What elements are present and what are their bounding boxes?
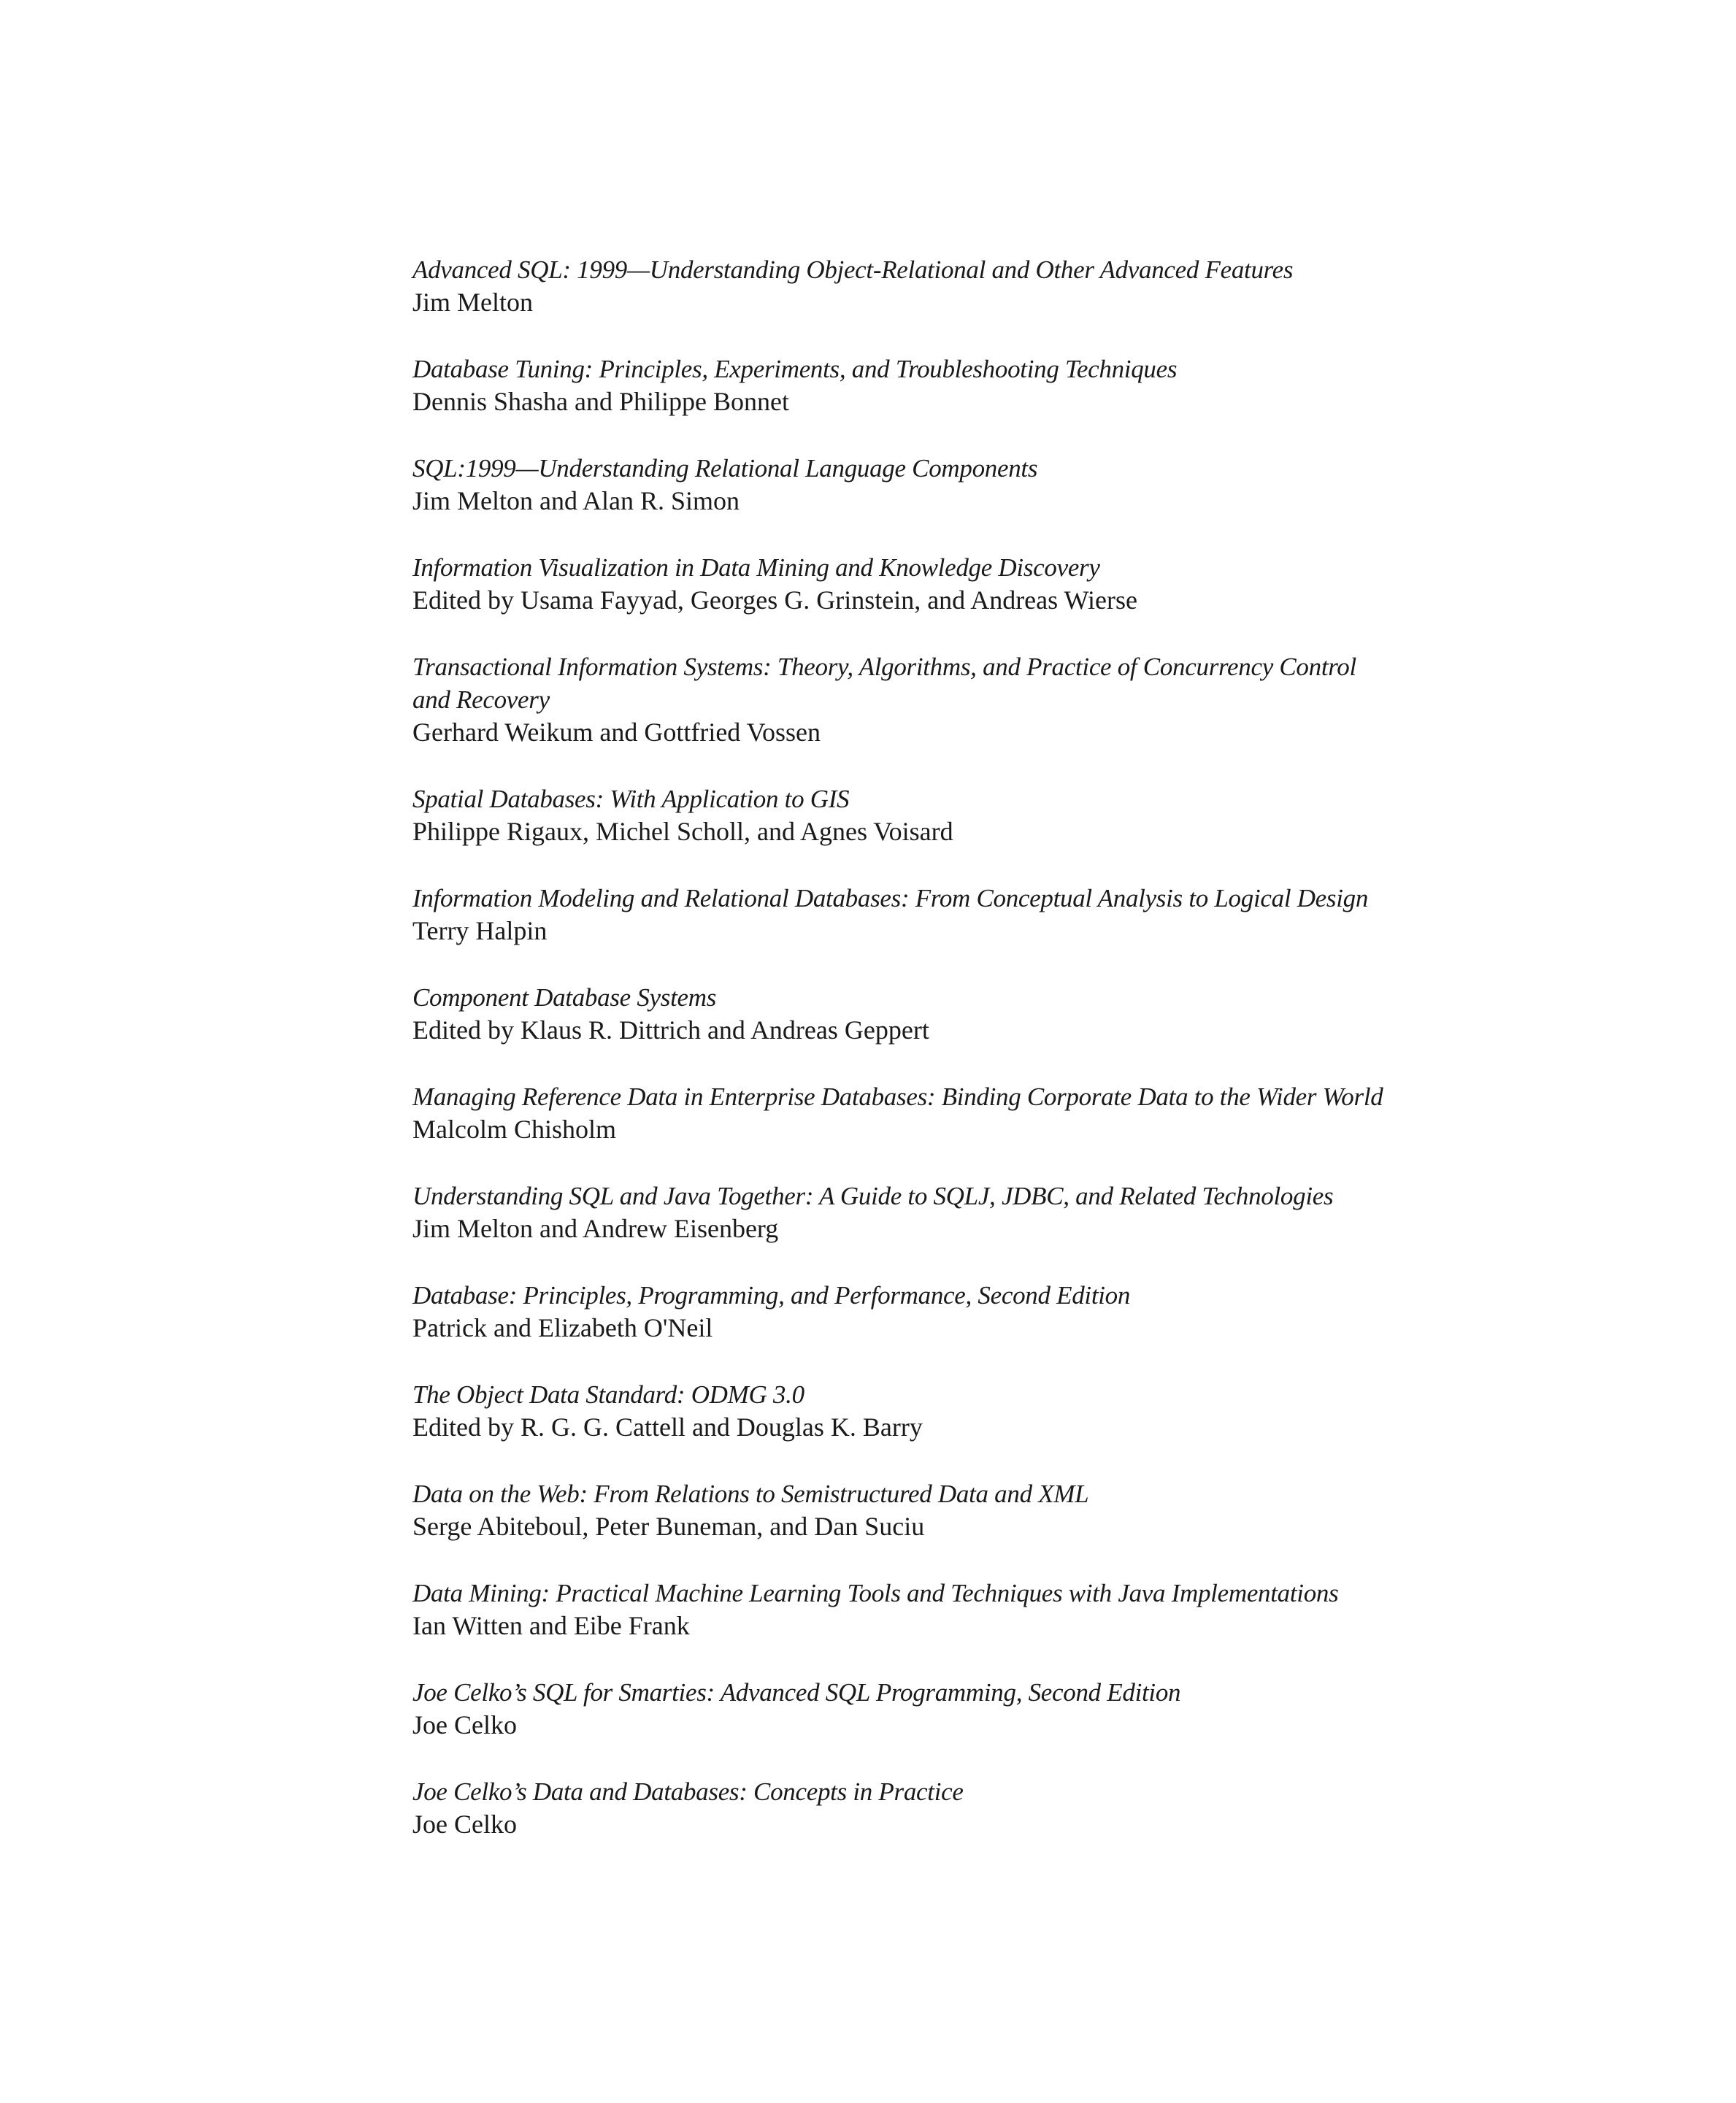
book-title: Data Mining: Practical Machine Learning Tools and Techniques with Java Implementations bbox=[412, 1579, 1339, 1607]
book-author: Jim Melton and Alan R. Simon bbox=[412, 486, 740, 515]
book-title: Managing Reference Data in Enterprise Databases: Binding Corporate Data to the Wider World bbox=[412, 1083, 1383, 1111]
book-entry bbox=[412, 353, 1690, 418]
book-entry bbox=[412, 783, 1690, 848]
book-title: Transactional Information Systems: Theory, Algorithms, and Practice of Concurrency Control and Recovery bbox=[412, 653, 1356, 714]
book-author: Jim Melton and Andrew Eisenberg bbox=[412, 1214, 779, 1243]
book-entry bbox=[412, 253, 1690, 319]
book-author: Ian Witten and Eibe Frank bbox=[412, 1611, 690, 1640]
book-entry bbox=[412, 1676, 1690, 1742]
book-entry bbox=[412, 882, 1690, 947]
book-author: Philippe Rigaux, Michel Scholl, and Agnes Voisard bbox=[412, 817, 953, 846]
book-title: Joe Celko’s Data and Databases: Concepts in Practice bbox=[412, 1777, 964, 1806]
book-title: SQL:1999—Understanding Relational Language Components bbox=[412, 454, 1038, 483]
book-author: Serge Abiteboul, Peter Buneman, and Dan Suciu bbox=[412, 1512, 925, 1541]
book-entry bbox=[412, 1378, 1690, 1444]
book-author: Joe Celko bbox=[412, 1710, 517, 1739]
book-entry bbox=[412, 1180, 1690, 1245]
book-title: Joe Celko’s SQL for Smarties: Advanced SQL Programming, Second Edition bbox=[412, 1678, 1181, 1707]
book-entry bbox=[412, 650, 1690, 749]
book-entry bbox=[412, 1279, 1690, 1345]
book-entry bbox=[412, 551, 1690, 617]
book-author: Malcolm Chisholm bbox=[412, 1115, 616, 1144]
book-title: Information Modeling and Relational Databases: From Conceptual Analysis to Logical Design bbox=[412, 884, 1369, 912]
book-title: Component Database Systems bbox=[412, 983, 717, 1012]
book-author: Gerhard Weikum and Gottfried Vossen bbox=[412, 718, 821, 747]
book-entry bbox=[412, 1775, 1690, 1841]
book-entry bbox=[412, 1577, 1690, 1642]
book-title: Database Tuning: Principles, Experiments, and Troubleshooting Techniques bbox=[412, 355, 1178, 383]
book-author: Patrick and Elizabeth O'Neil bbox=[412, 1313, 713, 1342]
book-entry bbox=[412, 1477, 1690, 1543]
book-author: Edited by R. G. G. Cattell and Douglas K. Barry bbox=[412, 1412, 923, 1442]
book-title: Advanced SQL: 1999—Understanding Object-Relational and Other Advanced Features bbox=[412, 255, 1294, 284]
book-title: The Object Data Standard: ODMG 3.0 bbox=[412, 1380, 804, 1409]
book-title: Information Visualization in Data Mining and Knowledge Discovery bbox=[412, 553, 1100, 582]
book-entry bbox=[412, 452, 1690, 518]
book-author: Edited by Klaus R. Dittrich and Andreas Geppert bbox=[412, 1015, 929, 1045]
book-author: Joe Celko bbox=[412, 1810, 517, 1839]
book-title: Understanding SQL and Java Together: A Guide to SQLJ, JDBC, and Related Technologies bbox=[412, 1182, 1334, 1210]
book-author: Terry Halpin bbox=[412, 916, 548, 945]
book-title: Database: Principles, Programming, and Performance, Second Edition bbox=[412, 1281, 1131, 1310]
book-list bbox=[412, 253, 1690, 1875]
book-title: Spatial Databases: With Application to GIS bbox=[412, 785, 850, 813]
book-author: Jim Melton bbox=[412, 288, 534, 317]
book-entry bbox=[412, 981, 1690, 1047]
book-author: Dennis Shasha and Philippe Bonnet bbox=[412, 387, 789, 416]
book-title: Data on the Web: From Relations to Semistructured Data and XML bbox=[412, 1480, 1089, 1508]
book-author: Edited by Usama Fayyad, Georges G. Grinstein, and Andreas Wierse bbox=[412, 585, 1137, 615]
book-entry bbox=[412, 1080, 1690, 1146]
